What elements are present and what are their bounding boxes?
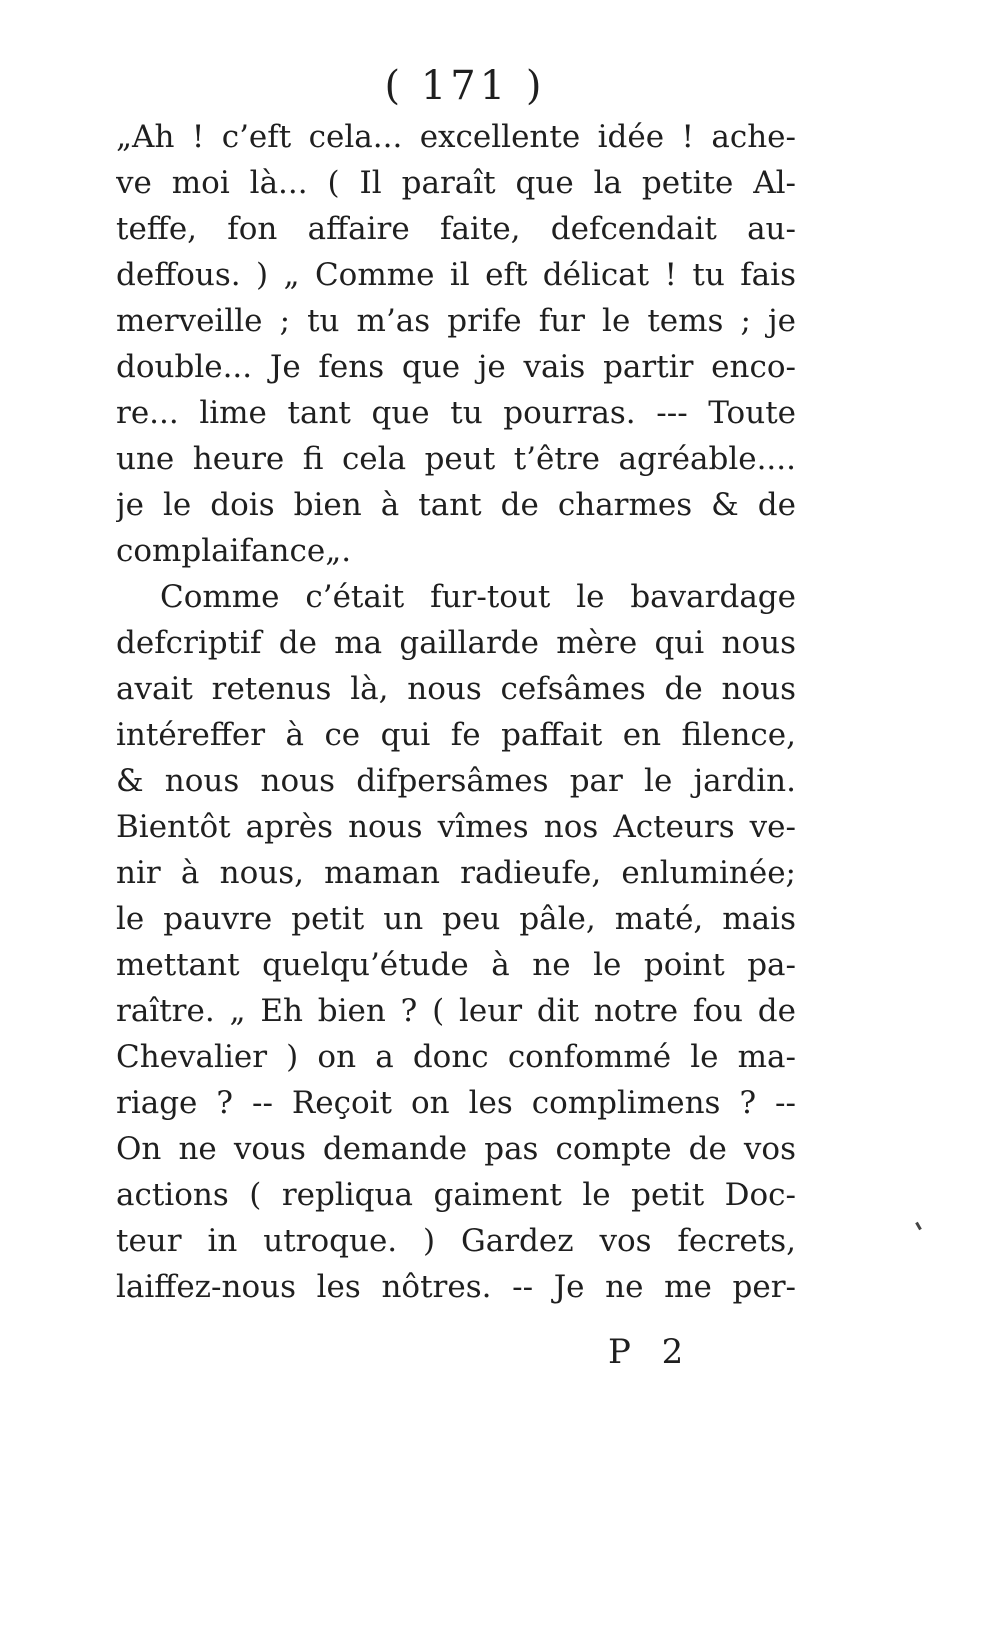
text-line: une heure fi cela peut t’être agréable.... (116, 441, 796, 477)
text-line: „Ah ! c’eft cela... excellente idée ! ache- (116, 119, 796, 155)
text-line: laiffez-nous les nôtres. -- Je ne me per- (116, 1269, 796, 1305)
text-line: teffe, fon affaire faite, defcendait au- (116, 211, 796, 247)
text-line: re... lime tant que tu pourras. --- Toute (116, 395, 796, 431)
text-line: teur in utroque. ) Gardez vos fecrets, (116, 1223, 796, 1259)
text-line: nir à nous, maman radieufe, enluminée; (116, 855, 796, 891)
text-line: je le dois bien à tant de charmes & de (116, 487, 796, 523)
text-line: deffous. ) „ Comme il eft délicat ! tu fais (116, 257, 796, 293)
text-line: merveille ; tu m’as prife fur le tems ; je (116, 303, 796, 339)
text-line: On ne vous demande pas compte de vos (116, 1131, 796, 1167)
text-line: Bientôt après nous vîmes nos Acteurs ve- (116, 809, 796, 845)
text-line: ve moi là... ( Il paraît que la petite Al- (116, 165, 796, 201)
text-line: Chevalier ) on a donc confommé le ma- (116, 1039, 796, 1075)
body-text (116, 114, 796, 1310)
text-line: defcriptif de ma gaillarde mère qui nous (116, 625, 796, 661)
text-line: riage ? -- Reçoit on les complimens ? -- (116, 1085, 796, 1121)
signature-mark: P 2 (608, 1332, 694, 1372)
text-line: le pauvre petit un peu pâle, maté, mais (116, 901, 796, 937)
ink-speck (915, 1222, 922, 1230)
page-number: ( 171 ) (384, 63, 546, 109)
text-line: & nous nous difpersâmes par le jardin. (116, 763, 796, 799)
paragraph-start-line: Comme c’était fur-tout le bavardage (160, 579, 796, 615)
text-line: mettant quelqu’étude à ne le point pa- (116, 947, 796, 983)
text-line: raître. „ Eh bien ? ( leur dit notre fou de (116, 993, 796, 1029)
text-line: double... Je fens que je vais partir enco- (116, 349, 796, 385)
text-line: intéreffer à ce qui fe paffait en filence, (116, 717, 796, 753)
text-line: actions ( repliqua gaiment le petit Doc- (116, 1177, 796, 1213)
paragraph-end-line: complaifance„. (116, 533, 352, 569)
text-line: avait retenus là, nous cefsâmes de nous (116, 671, 796, 707)
